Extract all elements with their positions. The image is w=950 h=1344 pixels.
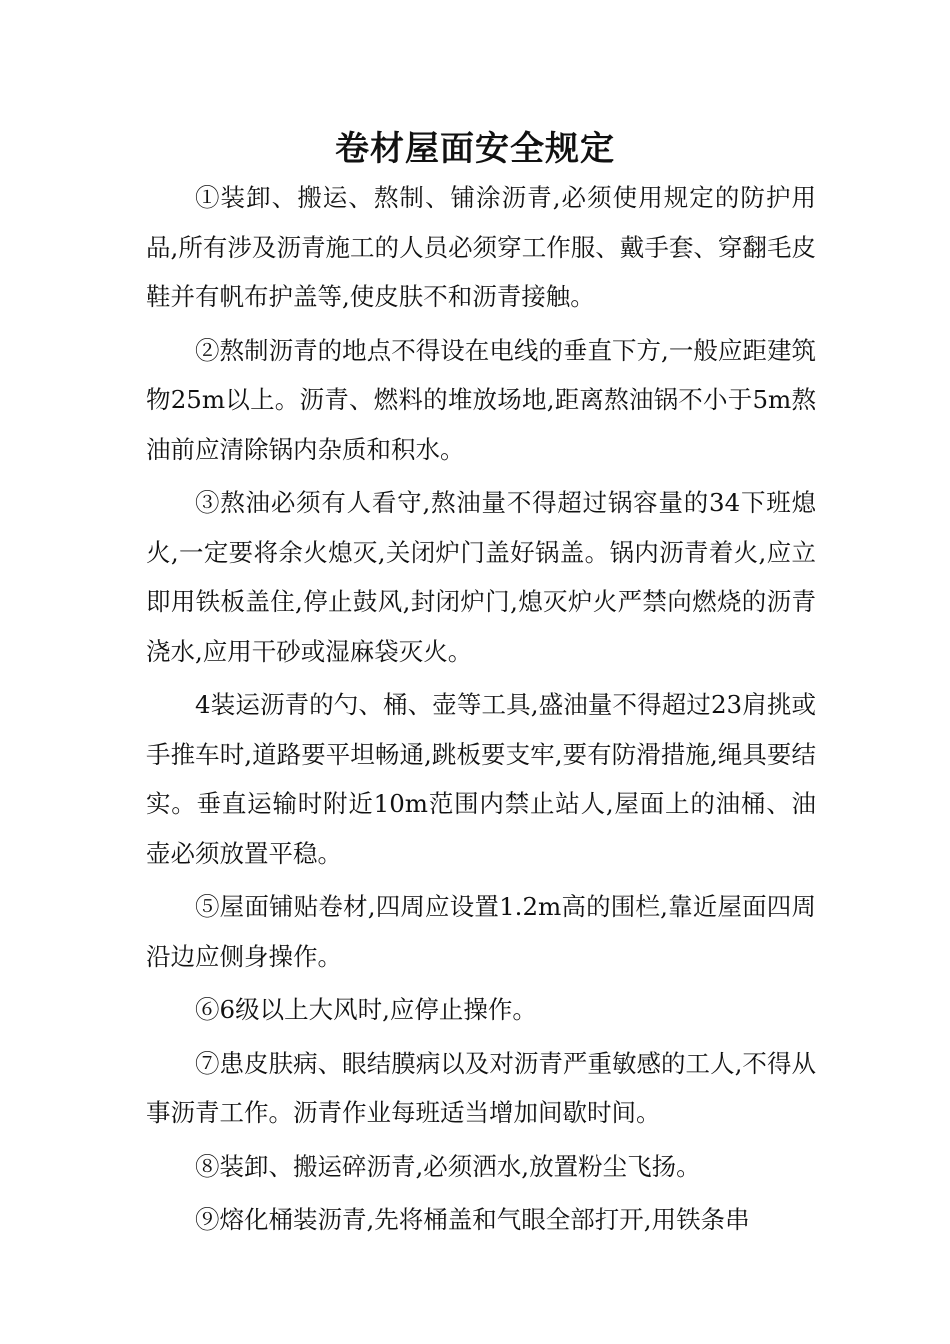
paragraph-5: ⑤屋面铺贴卷材,四周应设置1.2m高的围栏,靠近屋面四周沿边应侧身操作。 — [146, 892, 816, 971]
document-title: 卷材屋面安全规定 — [335, 129, 615, 169]
paragraph-6: ⑥6级以上大风时,应停止操作。 — [195, 995, 537, 1024]
paragraph-4: 4装运沥青的勺、桶、壶等工具,盛油量不得超过23肩挑或手推车时,道路要平坦畅通,跳板要支牢,要有防滑措施,绳具要结实。垂直运输时附近10m范围内禁止站人,屋面上的油桶、油壶必须放置平稳。 — [146, 690, 816, 868]
document-body — [146, 173, 816, 1249]
paragraph-7: ⑦患皮肤病、眼结膜病以及对沥青严重敏感的工人,不得从事沥青工作。沥青作业每班适当增加间歇时间。 — [146, 1048, 816, 1127]
paragraph-2: ②熬制沥青的地点不得设在电线的垂直下方,一般应距建筑物25m以上。沥青、燃料的堆放场地,距离熬油锅不小于5m熬油前应清除锅内杂质和积水。 — [146, 335, 816, 464]
paragraph-8: ⑧装卸、搬运碎沥青,必须洒水,放置粉尘飞扬。 — [195, 1151, 701, 1181]
paragraph-9: ⑨熔化桶装沥青,先将桶盖和气眼全部打开,用铁条串 — [195, 1205, 750, 1234]
paragraph-1: ①装卸、搬运、熬制、铺涂沥青,必须使用规定的防护用品,所有涉及沥青施工的人员必须穿工作服、戴手套、穿翻毛皮鞋并有帆布护盖等,使皮肤不和沥青接触。 — [146, 183, 816, 311]
paragraph-3: ③熬油必须有人看守,熬油量不得超过锅容量的34下班熄火,一定要将余火熄灭,关闭炉门盖好锅盖。锅内沥青着火,应立即用铁板盖住,停止鼓风,封闭炉门,熄灭炉火严禁向燃烧的沥青浇水,应用干砂或湿麻袋灭火。 — [146, 488, 816, 666]
